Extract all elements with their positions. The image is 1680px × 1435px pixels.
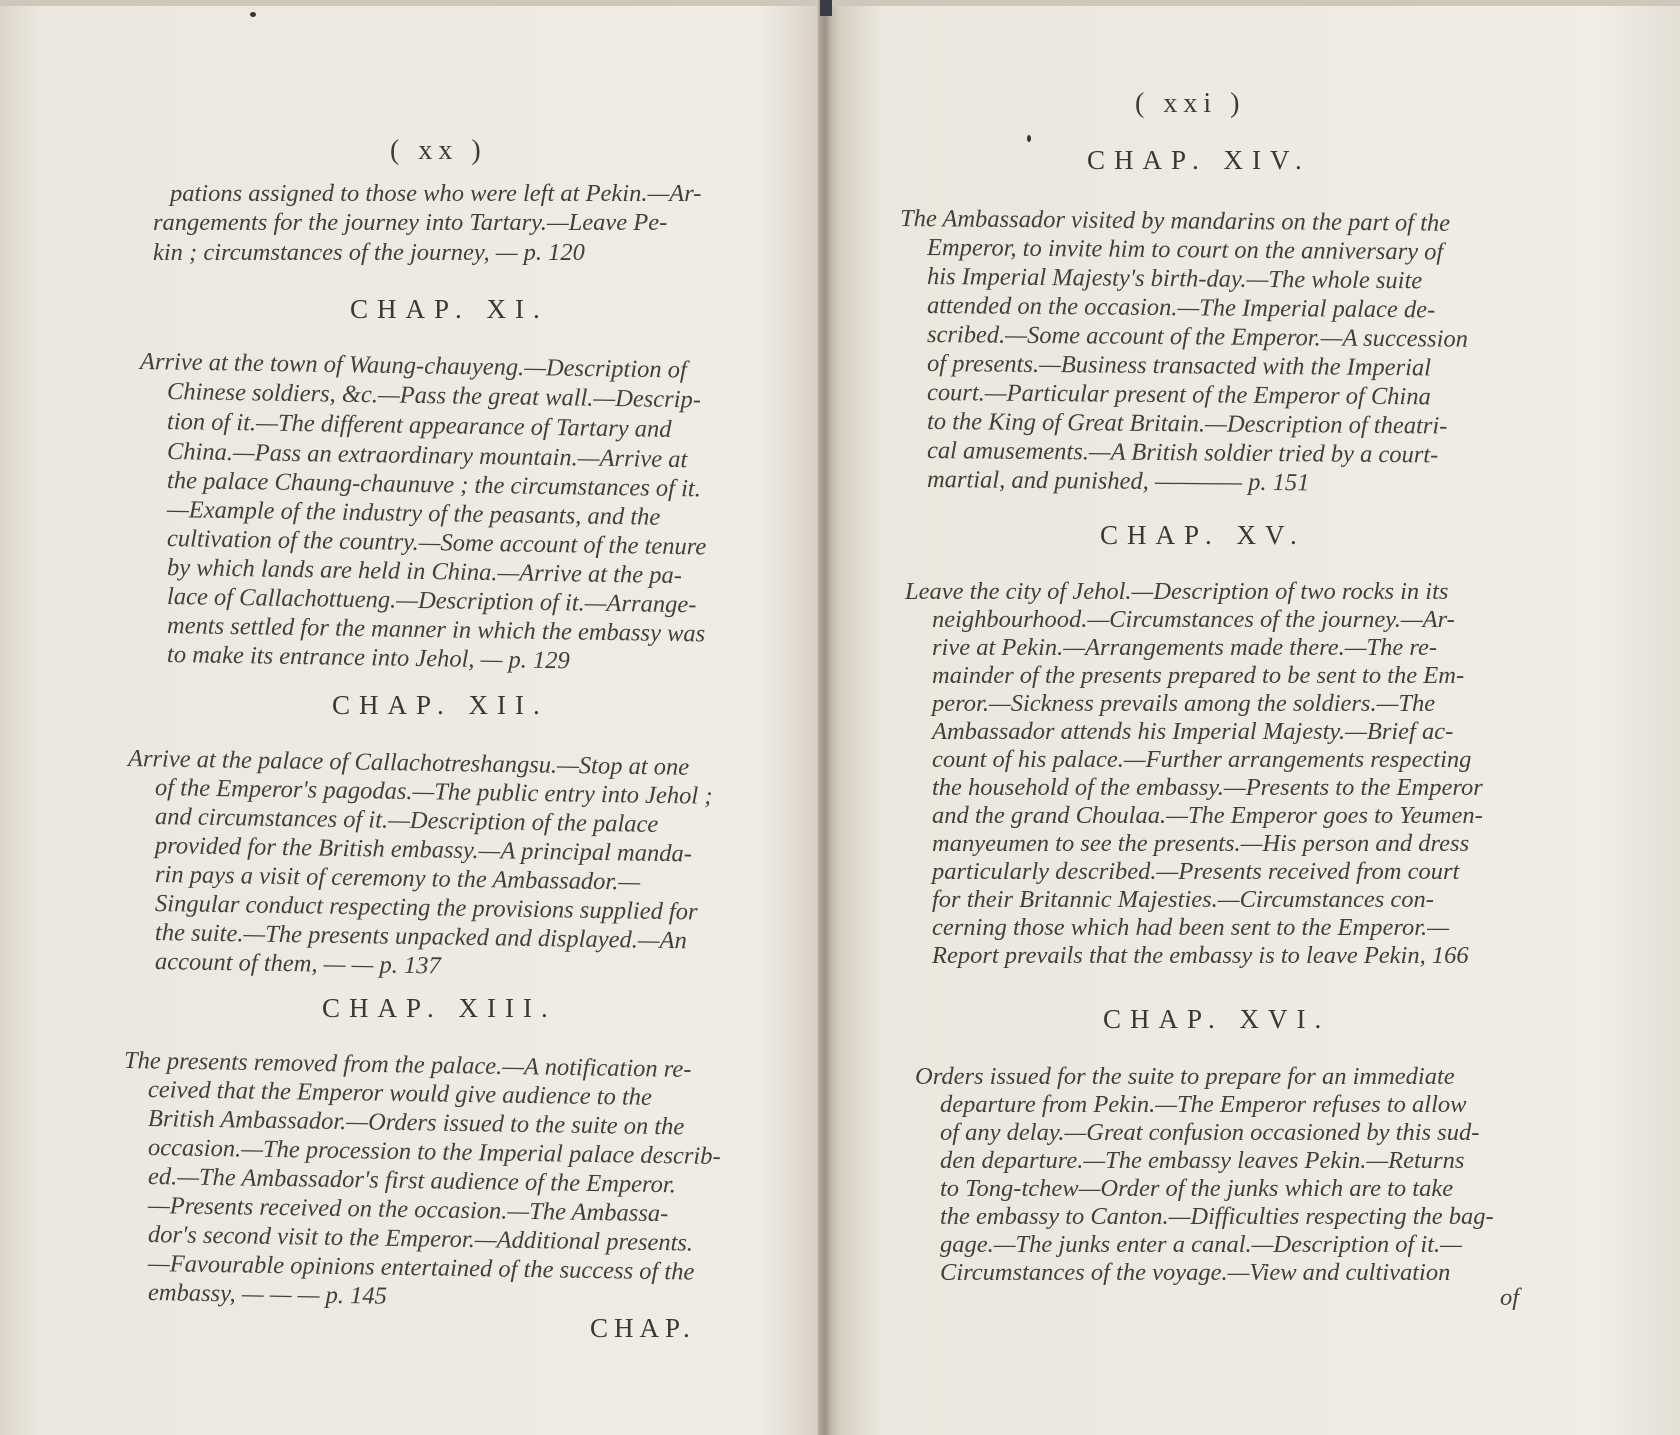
text-line: Arrive at the town of Waung-chauyeng.—Description of [139,348,688,384]
text-line: Arrive at the palace of Callachotreshangsu.—Stop at one [127,745,690,781]
text-line: departure from Pekin.—The Emperor refuses to allow [940,1091,1467,1118]
text-line: neighbourhood.—Circumstances of the journey.—Ar- [932,606,1455,633]
chapter-heading-xi: CHAP. XI. [350,294,549,324]
text-line: rive at Pekin.—Arrangements made there.—The re- [932,634,1438,661]
text-line: the embassy to Canton.—Difficulties respecting the bag- [940,1203,1494,1230]
text-line: Singular conduct respecting the provisions supplied for [154,890,698,926]
page-number: ( xx ) [390,135,487,166]
text-line: of any delay.—Great confusion occasioned by this sud- [940,1119,1480,1146]
text-line: rin pays a visit of ceremony to the Ambassador.— [154,861,641,896]
text-line: embassy, — — — p. 145 [147,1279,388,1310]
text-line: and circumstances of it.—Description of the palace [154,803,659,838]
text-line: his Imperial Majesty's birth-day.—The whole suite [926,263,1423,295]
text-line: account of them, — — p. 137 [154,948,441,980]
text-line: The Ambassador visited by mandarins on the part of the [899,205,1451,237]
text-line: cerning those which had been sent to the Emperor.— [932,914,1449,941]
text-line: British Ambassador.—Orders issued to the suite on the [147,1105,685,1141]
text-line: Ambassador attends his Imperial Majesty.—Brief ac- [932,718,1454,745]
catchword: CHAP. [590,1313,696,1343]
text-line: peror.—Sickness prevails among the soldiers.—The [932,690,1436,717]
text-line: tion of it.—The different appearance of Tartary and [166,408,672,443]
chapter-heading-xvi: CHAP. XVI. [1103,1004,1331,1034]
text-line: the suite.—The presents unpacked and displayed.—An [154,919,688,955]
text-line: Orders issued for the suite to prepare for an immediate [915,1063,1455,1090]
text-line: ceived that the Emperor would give audience to the [147,1076,653,1111]
ink-speck [250,12,256,17]
book-gutter [818,0,832,1435]
page-number: ( xxi ) [1135,88,1246,119]
chapter-heading-xv: CHAP. XV. [1100,520,1306,550]
text-line: Emperor, to invite him to court on the anniversary of [926,234,1444,266]
text-line: Circumstances of the voyage.—View and cultivation [940,1259,1451,1286]
text-line: particularly described.—Presents received from court [932,858,1460,885]
text-line: attended on the occasion.—The Imperial palace de- [926,292,1436,324]
chapter-heading-xii: CHAP. XII. [332,690,549,720]
text-line: ed.—The Ambassador's first audience of the Emperor. [147,1163,677,1199]
text-line: Chinese soldiers, &c.—Pass the great wall.—Descrip- [166,378,702,414]
text-line: ments settled for the manner in which the embassy was [166,612,706,648]
text-line: China.—Pass an extraordinary mountain.—Arrive at [166,438,688,474]
text-line: manyeumen to see the presents.—His person and dress [932,830,1470,857]
ink-speck [1027,135,1031,142]
text-line: by which lands are held in China.—Arrive at the pa- [166,554,683,590]
text-line: provided for the British embassy.—A principal manda- [154,832,693,868]
text-line: pations assigned to those who were left at Pekin.—Ar- [170,180,702,207]
chapter-heading-xiii: CHAP. XIII. [322,993,557,1023]
text-line: cal amusements.—A British soldier tried by a court- [926,437,1439,469]
text-line: —Presents received on the occasion.—The Ambassa- [147,1192,669,1228]
text-line: mainder of the presents prepared to be sent to the Em- [932,662,1465,689]
text-line: dor's second visit to the Emperor.—Additional presents. [147,1221,694,1257]
text-line: count of his palace.—Further arrangements respecting [932,746,1472,773]
text-line: den departure.—The embassy leaves Pekin.—Returns [940,1147,1465,1174]
text-line: of presents.—Business transacted with the Imperial [926,350,1432,382]
text-line: martial, and punished, ———— p. 151 [926,466,1310,497]
binding-thread [820,0,832,16]
text-line: for their Britannic Majesties.—Circumstances con- [932,886,1434,913]
text-line: occasion.—The procession to the Imperial palace describ- [147,1134,721,1170]
text-line: —Example of the industry of the peasants, and the [166,496,661,531]
text-line: to Tong-tchew—Order of the junks which are to take [940,1175,1454,1202]
text-line: —Favourable opinions entertained of the success of the [147,1250,695,1286]
text-line: kin ; circumstances of the journey, — p. 120 [153,239,585,266]
text-line: the household of the embassy.—Presents to the Emperor [932,774,1483,801]
text-line: to make its entrance into Jehol, — p. 129 [166,641,570,675]
text-line: the palace Chaung-chaunuve ; the circumstances of it. [166,467,702,503]
catchword: of [1500,1284,1520,1311]
text-line: and the grand Choulaa.—The Emperor goes to Yeumen- [932,802,1483,829]
text-line: lace of Callachottueng.—Description of it.—Arrange- [166,583,697,619]
text-line: Leave the city of Jehol.—Description of two rocks in its [905,578,1449,605]
text-line: Report prevails that the embassy is to leave Pekin, 166 [932,942,1469,969]
text-line: The presents removed from the palace.—A notification re- [123,1047,692,1083]
text-line: gage.—The junks enter a canal.—Description of it.— [940,1231,1462,1258]
text-line: of the Emperor's pagodas.—The public entry into Jehol ; [154,774,713,810]
text-line: rangements for the journey into Tartary.—Leave Pe- [153,209,668,236]
chapter-heading-xiv: CHAP. XIV. [1087,145,1311,175]
text-line: cultivation of the country.—Some account of the tenure [166,525,707,561]
text-line: court.—Particular present of the Emperor of China [926,379,1431,411]
text-line: to the King of Great Britain.—Description of theatri- [926,408,1448,440]
page-top-edge [0,0,1680,6]
text-line: scribed.—Some account of the Emperor.—A succession [926,321,1469,353]
